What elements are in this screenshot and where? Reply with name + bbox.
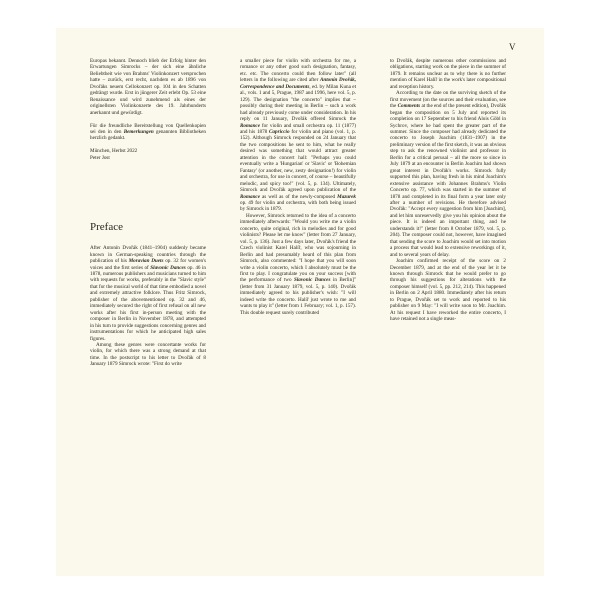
preface-paragraph-1: After Antonín Dvořák (1841–1904) suddenly became known in German-speaking countries through the publication of his Moravian Duets op. 32 for women's voices and the first series of Slavonic Dances op. 46 in 1878, numerous publishers and musicians turned to him with requests for works, preferably in the "Slavic style" that for the musical world of that time embodied a novel and extremely attractive folklore. Thus Fritz Simrock, publisher of the abovementioned op. 32 and 46, immediately secured the right of first refusal on all new works after his first in-person meeting with the composer in Berlin in November 1878, and attempted in his turn to provide suggestions concerning genres and instrumentations for which he anticipated high sales figures. (90, 245, 207, 342)
preface-paragraph-5: to Dvořák, despite numerous other commissions and obligations, starting work on the piece in the summer of 1879. It remains unclear as to why there is no further mention of Karel Halíř in the work's later compositional and reception history. (390, 58, 506, 90)
german-paragraph-acknowledgements: Für die freundliche Bereitstellung von Quellenkopien sei den in den Bemerkungen genannten Bibliotheken herzlich gedankt. (90, 122, 206, 142)
preface-paragraph-4: However, Simrock returned to the idea of a concerto immediately afterwards: "Would you write me a violin concerto, quite original, rich in melodies and for good violinists? Please let me know" (letter from 27 January, vol. 5, p. 136). Just a few days later, Dvořák's friend the Czech violinist Karel Halíř, who was sojourning in Berlin and had presumably heard of this plan from Simrock, also commented: "I hope that you will soon write a violin concerto, which I absolutely must be the first to play. I congratulate you on your success [with the performance of two Slavonic Dances in Berlin]" (letter from 31 January 1879, vol. 5, p. 140). Dvořák immediately agreed to his publisher's wish: "I will indeed write the concerto. Halíř just wrote to me and wants to play it" (letter from 1 February; vol. 1, p. 157). This double request surely contributed (240, 212, 356, 316)
preface-paragraph-2: Among these genres were concertante works for violin, for which there was a strong demand at that time. In the postscript to his letter to Dvořák of 8 January 1879 Simrock wrote: "First do write (90, 342, 206, 368)
section-heading: Preface (90, 221, 123, 234)
book-page (56, 28, 544, 576)
author-name: Peter Jost (90, 154, 110, 161)
text-column-2 (240, 58, 356, 316)
text-column-3 (390, 58, 506, 323)
preface-paragraph-3: a smaller piece for violin with orchestra for me, a romance or any other good such designation, fantasy, etc. etc. The concerto could then follow later" (all letters in the following are cited after Antonín Dvořák, Correspondence and Documents, ed. by Milan Kuna et al., vols. 1 and 5, Prague, 1987 and 1996, here vol. 5, p. 129). The designation "the concerto" implies that – possibly during their meeting in Berlin – such a work had already previously come under consideration. In his reply on 11 January, Dvořák offered Simrock the Romance for violin and small orchestra op. 11 (1877) and his 1878 Capriccio for violin and piano (vol. 1, p. 152). Although Simrock responded on 24 January that the two compositions he sent to him, what he really desired was something that would attract greater attention in the concert hall: "Perhaps you could eventually write a 'Hungarian' or 'Slavic' or 'Bohemian Fantasy' (or another, new, zesty designation!) for violin and orchestra, for use in concert, of course – beautifully melodic, and spicy too!" (vol. 5, p. 134). Ultimately, Simrock and Dvořák agreed upon publication of the Romance as well as of the newly-composed Mazurek op. 49 for violin and orchestra, with both being issued by Simrock in 1879. (240, 58, 357, 213)
preface-paragraph-7: Joachim confirmed receipt of the score on 2 December 1879, and at the end of the year let it be known through Simrock that he would prefer to go through his suggestions for alterations with the composer himself (vol. 5, pp. 212, 214). This happened in Berlin on 2 April 1880. Immediately after his return to Prague, Dvořák set to work and reported to his publisher on 9 May: "I will write soon to Mr. Joachim. At his request I have reworked the entire concerto, I have retained not a single meas- (390, 258, 506, 323)
place-date: München, Herbst 2022 (90, 148, 138, 155)
german-paragraph-1: Europas bekannt. Dennoch blieb der Erfolg hinter den Erwartungen Simrocks – der sich eine ähnliche Beliebtheit wie von Brahms' Violinkonzert versprochen hatte – zurück, erst recht, nachdem es ab 1896 von Dvořáks neuem Cellokonzert op. 104 in den Schatten gedrängt wurde. Erst in jüngerer Zeit erlebt Op. 53 eine Renaissance und wird zunehmend als eines der originellsten Violinkonzerte des 19. Jahrhunderts anerkannt und gewürdigt. (90, 58, 206, 116)
page-number: V (509, 42, 516, 52)
preface-paragraph-6: According to the date on the surviving sketch of the first movement (on the sources and their evaluation, see the Comments at the end of the present edition), Dvořák began the composition on 5 July and reported its completion on 17 September to his friend Alois Göbl in Sychrov, where he had spent the greater part of the summer. Since the composer had already dedicated the concerto to Joseph Joachim (1831–1907) in the preliminary version of the first sketch, it was an obvious step to ask the renowned violinist and professor in Berlin for a critical perusal – all the more so since in July 1879 at an encounter in Berlin Joachim had shown great interest in Dvořák's works. Simrock fully supported this plan, having fresh in his mind Joachim's extensive assistance with Johannes Brahms's Violin Concerto op. 77, which was started in the summer of 1878 and completed in its final form a year later only after a number of revisions. He therefore advised Dvořák: "Accept every suggestion from him [Joachim], and let him unreservedly give you his opinion about the piece. It is indeed an important thing, and he understands it!" (letter from 8 October 1879, vol. 5, p. 204). The composer could not, however, have imagined that sending the score to Joachim would set into motion a process that would lead to extensive reworkings of it, and to several years of delay. (390, 90, 506, 258)
text-column-1 (90, 58, 206, 368)
